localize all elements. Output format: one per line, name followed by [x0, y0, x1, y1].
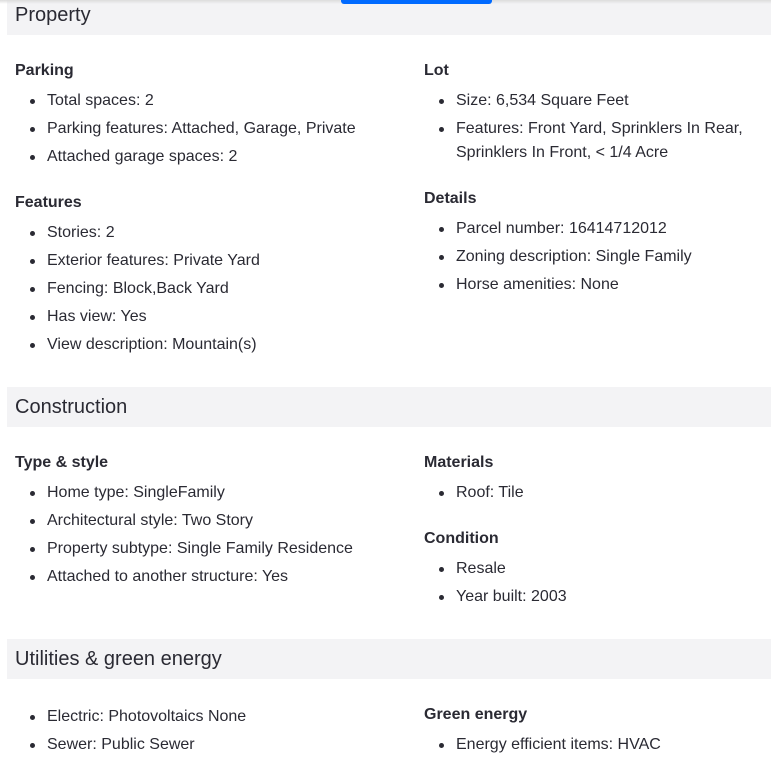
- list-item: View description: Mountain(s): [15, 333, 375, 357]
- list-item: Has view: Yes: [15, 305, 375, 329]
- list-item: Year built: 2003: [424, 585, 764, 609]
- condition-group: [424, 527, 764, 609]
- section-header-utilities: Utilities & green energy: [7, 639, 771, 679]
- list-item: Features: Front Yard, Sprinklers In Rear, Sprinklers In Front, < 1/4 Acre: [424, 117, 764, 165]
- list-item: Size: 6,534 Square Feet: [424, 89, 764, 113]
- lot-list: [424, 89, 764, 165]
- list-item: Sewer: Public Sewer: [15, 733, 375, 757]
- details-title: Details: [424, 190, 477, 207]
- features-title: Features: [15, 194, 82, 211]
- green-energy-group: [424, 703, 764, 757]
- list-item: Total spaces: 2: [15, 89, 375, 113]
- section-header-property: Property: [7, 0, 771, 35]
- list-item: Parking features: Attached, Garage, Private: [15, 117, 375, 141]
- condition-title: Condition: [424, 530, 499, 547]
- list-item: Energy efficient items: HVAC: [424, 733, 764, 757]
- list-item: Parcel number: 16414712012: [424, 217, 764, 241]
- section-header-construction: Construction: [7, 387, 771, 427]
- list-item: Stories: 2: [15, 221, 375, 245]
- green-energy-title: Green energy: [424, 706, 528, 723]
- type-style-group: [15, 451, 375, 589]
- list-item: Zoning description: Single Family: [424, 245, 764, 269]
- construction-left-column: [15, 451, 375, 611]
- list-item: Property subtype: Single Family Residence: [15, 537, 375, 561]
- list-item: Architectural style: Two Story: [15, 509, 375, 533]
- active-tab-indicator: [341, 0, 492, 4]
- property-right-column: [424, 59, 764, 319]
- list-item: Home type: SingleFamily: [15, 481, 375, 505]
- type-style-title: Type & style: [15, 454, 109, 471]
- type-style-list: [15, 481, 375, 589]
- utilities-left-column: [15, 705, 375, 759]
- details-group: [424, 187, 764, 297]
- details-list: [424, 217, 764, 297]
- condition-list: [424, 557, 764, 609]
- list-item: Attached garage spaces: 2: [15, 145, 375, 169]
- lot-group: [424, 59, 764, 165]
- parking-list: [15, 89, 375, 169]
- features-group: [15, 191, 375, 357]
- list-item: Exterior features: Private Yard: [15, 249, 375, 273]
- utilities-list: [15, 705, 375, 757]
- parking-title: Parking: [15, 62, 74, 79]
- construction-right-column: [424, 451, 764, 631]
- list-item: Electric: Photovoltaics None: [15, 705, 375, 729]
- property-left-column: [15, 59, 375, 379]
- list-item: Roof: Tile: [424, 481, 764, 505]
- materials-group: [424, 451, 764, 505]
- green-energy-list: [424, 733, 764, 757]
- features-list: [15, 221, 375, 357]
- list-item: Horse amenities: None: [424, 273, 764, 297]
- list-item: Resale: [424, 557, 764, 581]
- list-item: Attached to another structure: Yes: [15, 565, 375, 589]
- list-item: Fencing: Block,Back Yard: [15, 277, 375, 301]
- lot-title: Lot: [424, 62, 449, 79]
- materials-title: Materials: [424, 454, 494, 471]
- parking-group: [15, 59, 375, 169]
- materials-list: [424, 481, 764, 505]
- utilities-right-column: [424, 703, 764, 759]
